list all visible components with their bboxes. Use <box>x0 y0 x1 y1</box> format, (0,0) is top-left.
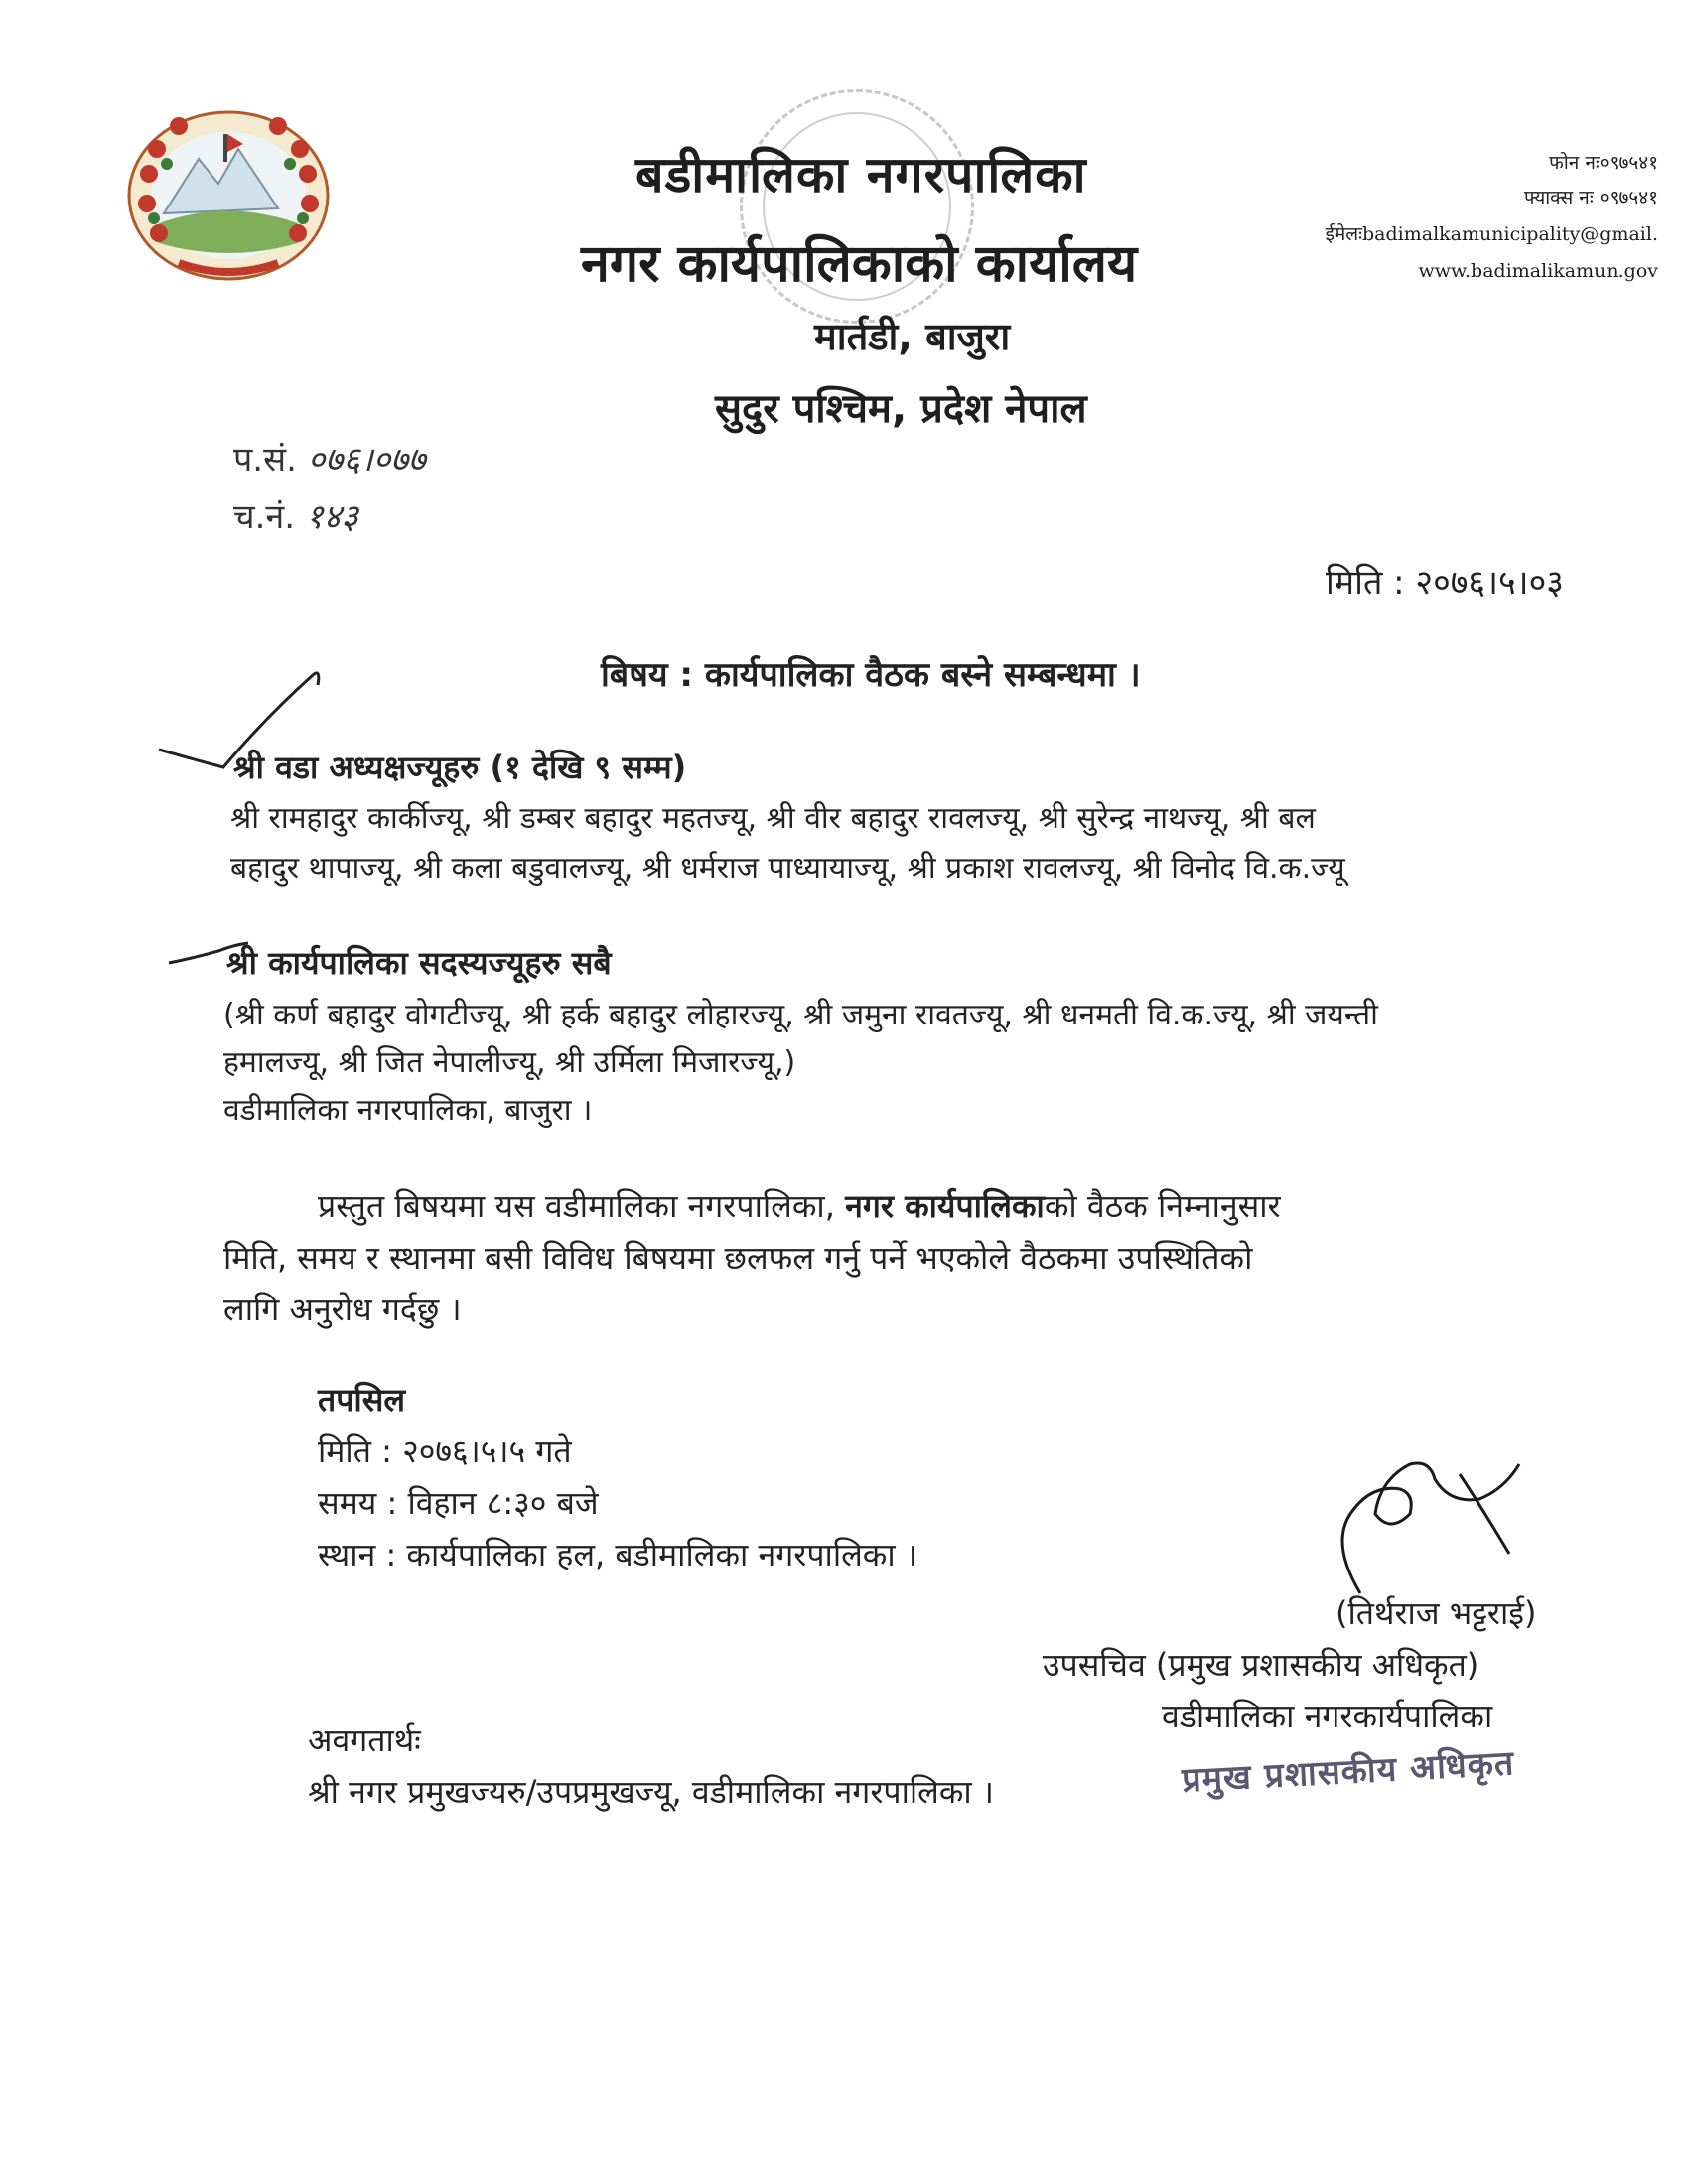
letter-date: मिति : २०७६।५।०३ <box>1326 563 1564 603</box>
cn-label: च.नं. १४३ <box>233 497 358 537</box>
member-names-line2: हमालज्यू, श्री जित नेपालीज्यू, श्री उर्मिला मिजारज्यू,) <box>223 1045 796 1080</box>
member-names-line1: (श्री कर्ण बहादुर वोगटीज्यू, श्री हर्क बहादुर लोहारज्यू, श्री जमुना रावतज्यू, श्री धनमती वि.क.ज्यू, श्री जयन्ती <box>223 998 1378 1032</box>
official-seal-text: प्रमुख प्रशासकीय अधिकृत <box>1181 1743 1516 1801</box>
fax-number: फ्याक्स नः ०९७५४१ <box>1524 187 1658 208</box>
ps-label: प.सं. ०७६।०७७ <box>233 440 426 479</box>
ps-value: ०७६।०७७ <box>307 440 426 479</box>
municipality-name: बडीमालिका नगरपालिका <box>635 146 1087 204</box>
member-heading: श्री कार्यपालिका सदस्यज्यूहरु सबै <box>226 944 612 982</box>
signatory-office: वडीमालिका नगरकार्यपालिका <box>1162 1698 1493 1735</box>
body-line3: लागि अनुरोध गर्दछु । <box>223 1291 462 1328</box>
cn-value: १४३ <box>305 497 358 537</box>
body-line1: प्रस्तुत बिषयमा यस वडीमालिका नगरपालिका, नगर कार्यपालिकाको वैठक निम्नानुसार <box>318 1187 1281 1225</box>
website-address: www.badimalikamun.gov <box>1418 260 1658 282</box>
meeting-date: मिति : २०७६।५।५ गते <box>318 1433 572 1470</box>
email-address: ईमेलःbadimalkamunicipality@gmail. <box>1325 223 1658 245</box>
office-location: मार्तडी, बाजुरा <box>814 315 1011 358</box>
cc-label: अवगतार्थः <box>308 1721 421 1759</box>
member-address: वडीमालिका नगरपालिका, बाजुरा । <box>223 1093 593 1128</box>
nepal-emblem-icon <box>119 104 338 288</box>
signatory-name: (तिर्थराज भट्टराई) <box>1336 1594 1537 1632</box>
meeting-place: स्थान : कार्यपालिका हल, बडीमालिका नगरपालिका । <box>318 1536 917 1573</box>
subject-line: बिषय : कार्यपालिका वैठक बस्ने सम्बन्धमा । <box>601 655 1141 695</box>
signatory-title: उपसचिव (प्रमुख प्रशासकीय अधिकृत) <box>1043 1646 1479 1684</box>
province-line: सुदुर पश्चिम, प्रदेश नेपाल <box>715 386 1087 432</box>
meeting-time: समय : विहान ८:३० बजे <box>318 1484 599 1522</box>
body-line2: मिति, समय र स्थानमा बसी विविध बिषयमा छलफल गर्नु पर्ने भएकोले वैठकमा उपस्थितिको <box>223 1239 1253 1277</box>
office-name: नगर कार्यपालिकाको कार्यालय <box>581 234 1138 294</box>
details-heading: तपसिल <box>318 1381 406 1419</box>
ward-names-line2: बहादुर थापाज्यू, श्री कला बडुवालज्यू, श्री धर्मराज पाध्यायाज्यू, श्री प्रकाश रावलज्यू, श्री विनोद वि.क.ज्यू <box>230 851 1345 886</box>
ward-names-line1: श्री रामहादुर कार्कीज्यू, श्री डम्बर बहादुर महतज्यू, श्री वीर बहादुर रावलज्यू, श्री सुरेन्द्र नाथज्यू, श्री बल <box>230 801 1316 836</box>
cc-recipients: श्री नगर प्रमुखज्यरु/उपप्रमुखज्यू, वडीमालिका नगरपालिका । <box>308 1773 995 1811</box>
ward-heading: श्री वडा अध्यक्षज्यूहरु (१ देखि ९ सम्म) <box>233 749 687 786</box>
phone-number: फोन नः०९७५४१ <box>1549 152 1658 174</box>
